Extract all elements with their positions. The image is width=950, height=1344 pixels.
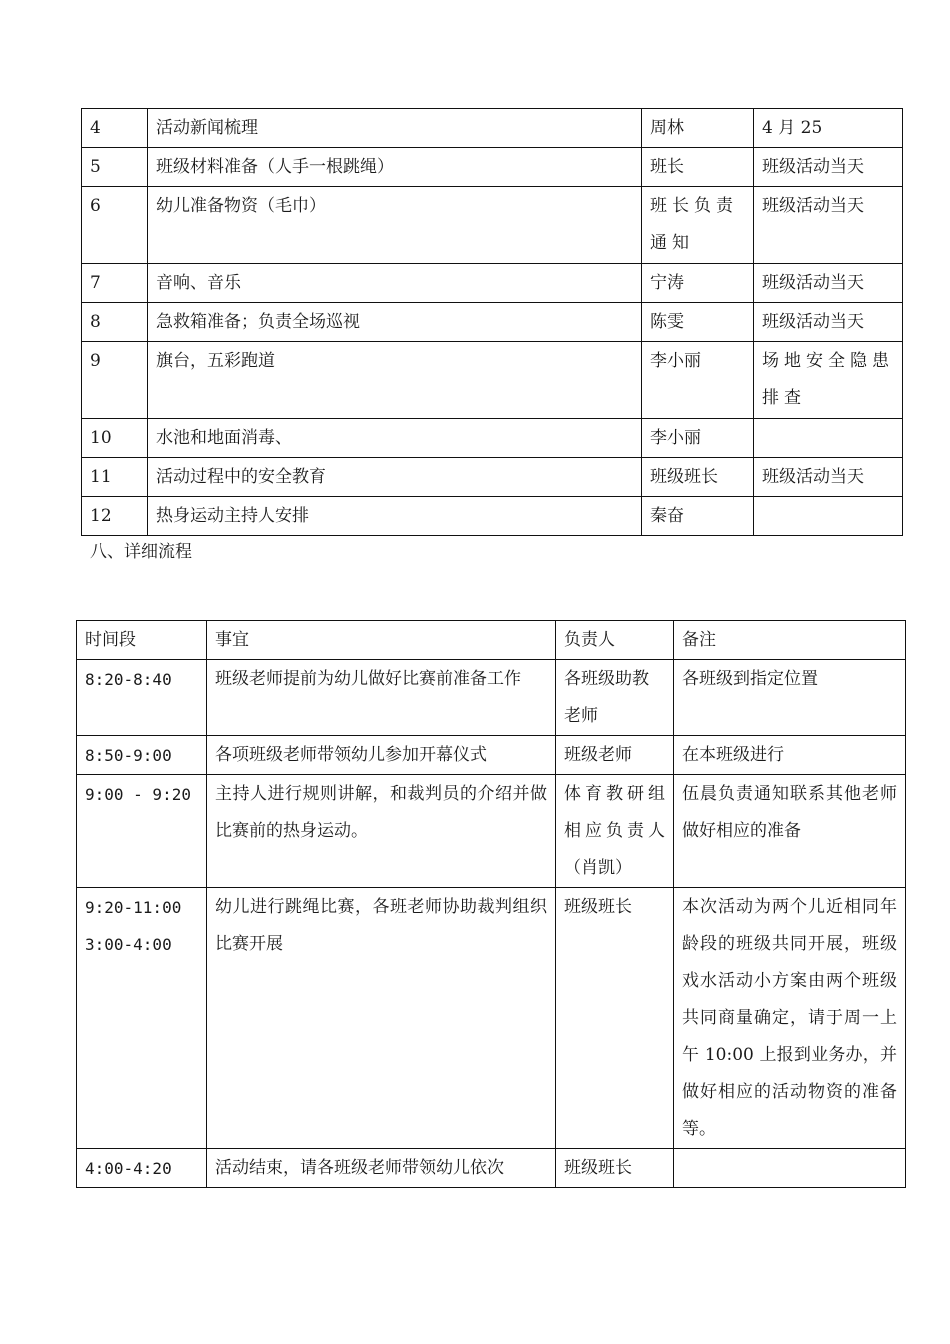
task-number: 4 — [82, 109, 148, 148]
task-item: 急救箱准备；负责全场巡视 — [148, 303, 642, 342]
schedule-time-cell — [77, 888, 207, 1149]
schedule-time: 4:00-4:20 — [77, 1149, 207, 1188]
task-time: 班级活动当天 — [754, 148, 903, 187]
task-item: 活动过程中的安全教育 — [148, 458, 642, 497]
schedule-owner: 班级老师 — [556, 736, 674, 775]
task-item: 活动新闻梳理 — [148, 109, 642, 148]
task-owner: 班级班长 — [642, 458, 754, 497]
task-time: 4 月 25 — [754, 109, 903, 148]
section-heading: 八、详细流程 — [90, 542, 192, 562]
detailed-schedule-table — [76, 620, 906, 1188]
task-owner: 陈雯 — [642, 303, 754, 342]
task-owner: 班长负责通知 — [642, 187, 754, 264]
task-time: 班级活动当天 — [754, 187, 903, 264]
schedule-note: 在本班级进行 — [674, 736, 906, 775]
task-owner: 李小丽 — [642, 419, 754, 458]
task-time — [754, 497, 903, 536]
task-number: 6 — [82, 187, 148, 264]
task-time: 班级活动当天 — [754, 458, 903, 497]
schedule-matter: 幼儿进行跳绳比赛，各班老师协助裁判组织比赛开展 — [207, 888, 556, 1149]
task-owner: 宁涛 — [642, 264, 754, 303]
schedule-owner: 各班级助教老师 — [556, 660, 674, 736]
schedule-matter: 班级老师提前为幼儿做好比赛前准备工作 — [207, 660, 556, 736]
task-number: 5 — [82, 148, 148, 187]
header-note: 备注 — [674, 621, 906, 660]
task-owner: 周林 — [642, 109, 754, 148]
task-item: 旗台，五彩跑道 — [148, 342, 642, 419]
schedule-note: 伍晨负责通知联系其他老师做好相应的准备 — [674, 775, 906, 888]
schedule-note: 本次活动为两个儿近相同年龄段的班级共同开展，班级戏水活动小方案由两个班级共同商量确定，请于周一上午 10:00 上报到业务办，并做好相应的活动物资的准备等。 — [674, 888, 906, 1149]
table-header-row — [77, 621, 906, 660]
task-time: 班级活动当天 — [754, 303, 903, 342]
schedule-owner: 班级班长 — [556, 888, 674, 1149]
task-number: 7 — [82, 264, 148, 303]
schedule-time: 8:20-8:40 — [77, 660, 207, 736]
header-matter: 事宜 — [207, 621, 556, 660]
table-row — [82, 419, 903, 458]
table-row — [82, 187, 903, 264]
table-row — [82, 342, 903, 419]
schedule-note: 各班级到指定位置 — [674, 660, 906, 736]
table-row — [82, 264, 903, 303]
task-owner: 李小丽 — [642, 342, 754, 419]
header-owner: 负责人 — [556, 621, 674, 660]
table-row — [82, 497, 903, 536]
schedule-note — [674, 1149, 906, 1188]
schedule-time: 8:50-9:00 — [77, 736, 207, 775]
task-item: 班级材料准备（人手一根跳绳） — [148, 148, 642, 187]
task-time: 场地安全隐患排查 — [754, 342, 903, 419]
task-number: 10 — [82, 419, 148, 458]
table-row — [77, 888, 906, 1149]
task-number: 11 — [82, 458, 148, 497]
task-time: 班级活动当天 — [754, 264, 903, 303]
schedule-matter: 各项班级老师带领幼儿参加开幕仪式 — [207, 736, 556, 775]
task-time — [754, 419, 903, 458]
schedule-time: 9:00 - 9:20 — [77, 775, 207, 888]
schedule-matter: 活动结束，请各班级老师带领幼儿依次 — [207, 1149, 556, 1188]
task-number: 8 — [82, 303, 148, 342]
task-owner: 班长 — [642, 148, 754, 187]
task-item: 幼儿准备物资（毛巾） — [148, 187, 642, 264]
table-row — [82, 109, 903, 148]
schedule-owner: 班级班长 — [556, 1149, 674, 1188]
schedule-time: 9:20-11:00 — [85, 898, 182, 917]
table-row — [77, 775, 906, 888]
table-row — [77, 736, 906, 775]
task-item: 音响、音乐 — [148, 264, 642, 303]
table-row — [82, 148, 903, 187]
table-row — [77, 1149, 906, 1188]
table-row — [82, 458, 903, 497]
table-row — [82, 303, 903, 342]
task-owner: 秦奋 — [642, 497, 754, 536]
table-row — [77, 660, 906, 736]
schedule-owner: 体育教研组相应负责人（肖凯） — [556, 775, 674, 888]
task-assignment-table — [81, 108, 903, 536]
header-time: 时间段 — [77, 621, 207, 660]
schedule-matter: 主持人进行规则讲解，和裁判员的介绍并做比赛前的热身运动。 — [207, 775, 556, 888]
task-item: 水池和地面消毒、 — [148, 419, 642, 458]
schedule-time-secondary: 3:00-4:00 — [85, 935, 172, 954]
task-number: 12 — [82, 497, 148, 536]
task-item: 热身运动主持人安排 — [148, 497, 642, 536]
task-number: 9 — [82, 342, 148, 419]
